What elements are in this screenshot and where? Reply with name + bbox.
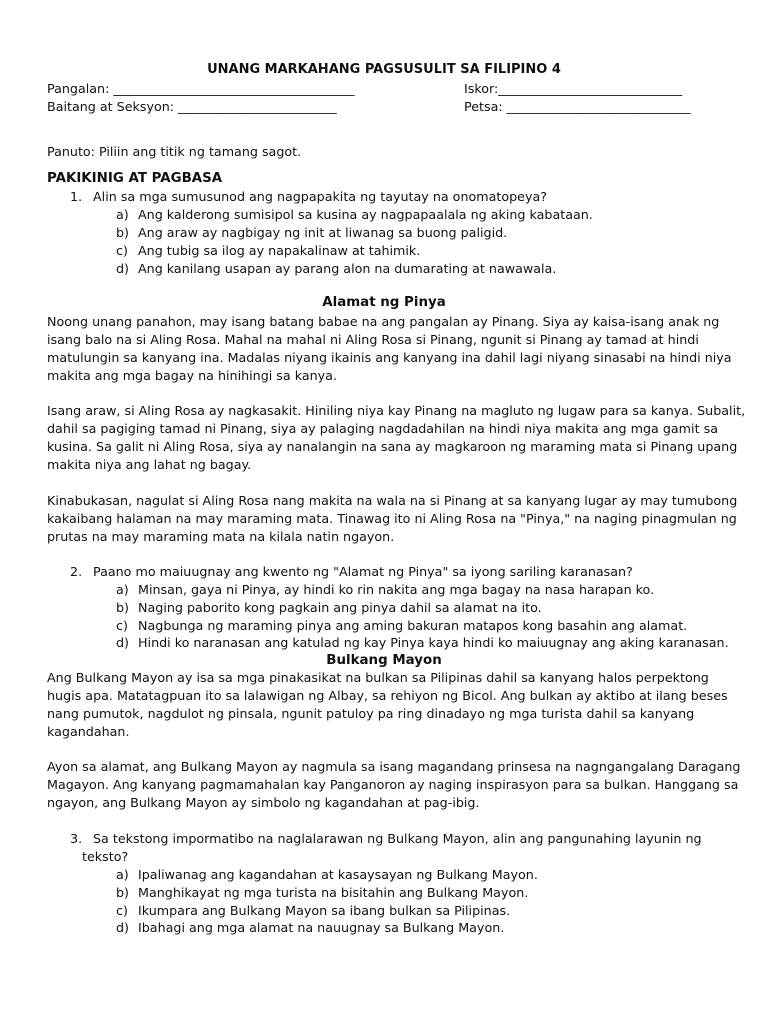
option-c[interactable] — [116, 902, 510, 920]
question-text-continued: teksto? — [82, 849, 129, 864]
date-field: Petsa: _____________________________ — [464, 99, 691, 114]
paragraph-line: isang balo na si Aling Rosa. Mahal na mahal ni Aling Rosa si Pinang, ngunit si Pinang ay tamad at hindi — [47, 332, 699, 347]
paragraph-line: Magayon. Ang kanyang pagmamahalan kay Panganoron ay naging inspirasyon para sa bulkan. Hanggang sa — [47, 777, 739, 792]
story-paragraph — [47, 313, 732, 385]
option-d[interactable] — [116, 260, 556, 278]
paragraph-line: kusina. Sa galit ni Aling Rosa, siya ay nanalangin na sana ay magkaroon ng maraming mata si Pinang upang — [47, 439, 738, 454]
option-a[interactable] — [116, 206, 593, 224]
paragraph-line: Ayon sa alamat, ang Bulkang Mayon ay nagmula sa isang magandang prinsesa na nagngangalang Daragang — [47, 759, 741, 774]
option-text: Ang kalderong sumisipol sa kusina ay nagpapaalala ng aking kabataan. — [138, 207, 593, 222]
option-letter: c) — [116, 903, 128, 918]
paragraph-line: Noong unang panahon, may isang batang babae na ang pangalan ay Pinang. Siya ay kaisa-isang anak ng — [47, 314, 720, 329]
paragraph-line: ngayon, ang Bulkang Mayon ay simbolo ng kagandahan at pag-ibig. — [47, 795, 480, 810]
option-letter: a) — [116, 582, 129, 597]
name-field: Pangalan: ______________________________________ — [47, 81, 355, 96]
paragraph-line: kakaibang halaman na may maraming mata. Tinawag ito ni Aling Rosa na "Pinya," na naging pinagmulan ng — [47, 511, 737, 526]
paragraph-line: dahil sa pagiging tamad ni Pinang, siya ay palaging nagdadahilan na hindi niya makita ang mga gamit sa — [47, 421, 718, 436]
option-letter: c) — [116, 243, 128, 258]
option-letter: b) — [116, 225, 130, 240]
question-number: 3. — [70, 831, 83, 846]
option-text: Ikumpara ang Bulkang Mayon sa ibang bulkan sa Pilipinas. — [138, 903, 511, 918]
paragraph-line: makita ang mga bagay na hinihingi sa kanya. — [47, 368, 337, 383]
paragraph-line: makita niya ang lahat ng bagay. — [47, 457, 252, 472]
question-number: 1. — [70, 189, 83, 204]
option-d[interactable] — [116, 634, 729, 652]
option-text: Ang kanilang usapan ay parang alon na dumarating at nawawala. — [138, 261, 557, 276]
paragraph-line: hugis apa. Matatagpuan ito sa lalawigan ng Albay, sa rehiyon ng Bicol. Ang bulkan ay aktibo at ilang beses — [47, 688, 728, 703]
paragraph-line: Kinabukasan, nagulat si Aling Rosa nang makita na wala na si Pinang at sa kanyang lugar ay may tumubong — [47, 493, 738, 508]
instructions: Panuto: Piliin ang titik ng tamang sagot. — [47, 144, 302, 159]
option-c[interactable] — [116, 617, 687, 635]
option-text: Hindi ko naranasan ang katulad ng kay Pinya kaya hindi ko maiuugnay ang aking karanasan. — [138, 635, 729, 650]
score-field: Iskor:_____________________________ — [464, 81, 683, 96]
option-d[interactable] — [116, 919, 504, 937]
option-c[interactable] — [116, 242, 420, 260]
option-letter: a) — [116, 867, 129, 882]
story-paragraph — [47, 402, 746, 474]
paragraph-line: nang pumutok, nagdulot ng pinsala, ngunit patuloy pa ring dinadayo ng mga turista dahil sa kanyang — [47, 706, 695, 721]
question-text: Sa tekstong impormatibo na naglalarawan ng Bulkang Mayon, alin ang pangunahing layunin ng — [93, 831, 702, 846]
paragraph-line: kagandahan. — [47, 724, 130, 739]
paragraph-line: Isang araw, si Aling Rosa ay nagkasakit. Hiniling niya kay Pinang na magluto ng lugaw para sa kanya. Subalit, — [47, 403, 746, 418]
option-b[interactable] — [116, 224, 507, 242]
option-letter: c) — [116, 618, 128, 633]
question-text: Alin sa mga sumusunod ang nagpapakita ng tayutay na onomatopeya? — [93, 189, 547, 204]
option-text: Nagbunga ng maraming pinya ang aming bakuran matapos kong basahin ang alamat. — [138, 618, 688, 633]
option-text: Ibahagi ang mga alamat na nauugnay sa Bulkang Mayon. — [138, 920, 505, 935]
option-a[interactable] — [116, 866, 538, 884]
option-text: Ang araw ay nagbigay ng init at liwanag sa buong paligid. — [138, 225, 508, 240]
option-text: Ang tubig sa ilog ay napakalinaw at tahimik. — [138, 243, 421, 258]
exam-title: UNANG MARKAHANG PAGSUSULIT SA FILIPINO 4 — [207, 62, 561, 77]
paragraph-line: Ang Bulkang Mayon ay isa sa mga pinakasikat na bulkan sa Pilipinas dahil sa kanyang halos perpektong — [47, 670, 709, 685]
option-letter: b) — [116, 600, 130, 615]
grade-section-field: Baitang at Seksyon: _________________________ — [47, 99, 337, 114]
paragraph-line: prutas na may maraming mata na kilala natin ngayon. — [47, 529, 395, 544]
section-title: PAKIKINIG AT PAGBASA — [47, 171, 223, 186]
question-text: Paano mo maiuugnay ang kwento ng "Alamat ng Pinya" sa iyong sariling karanasan? — [93, 564, 633, 579]
option-letter: d) — [116, 920, 130, 935]
option-text: Minsan, gaya ni Pinya, ay hindi ko rin nakita ang mga bagay na nasa harapan ko. — [138, 582, 655, 597]
option-text: Naging paborito kong pagkain ang pinya dahil sa alamat na ito. — [138, 600, 542, 615]
option-b[interactable] — [116, 599, 542, 617]
option-a[interactable] — [116, 581, 654, 599]
story-title: Bulkang Mayon — [326, 653, 442, 668]
option-b[interactable] — [116, 884, 528, 902]
story-paragraph — [47, 669, 728, 741]
option-text: Ipaliwanag ang kagandahan at kasaysayan ng Bulkang Mayon. — [138, 867, 538, 882]
paragraph-line: matulungin sa kanyang ina. Madalas niyang ikainis ang kanyang ina dahil lagi niyang sinasabi na hindi niya — [47, 350, 732, 365]
question-number: 2. — [70, 564, 83, 579]
option-letter: d) — [116, 261, 130, 276]
option-text: Manghikayat ng mga turista na bisitahin ang Bulkang Mayon. — [138, 885, 529, 900]
option-letter: a) — [116, 207, 129, 222]
option-letter: d) — [116, 635, 130, 650]
story-paragraph — [47, 758, 741, 812]
option-letter: b) — [116, 885, 130, 900]
story-paragraph — [47, 492, 738, 546]
story-title: Alamat ng Pinya — [322, 295, 446, 310]
